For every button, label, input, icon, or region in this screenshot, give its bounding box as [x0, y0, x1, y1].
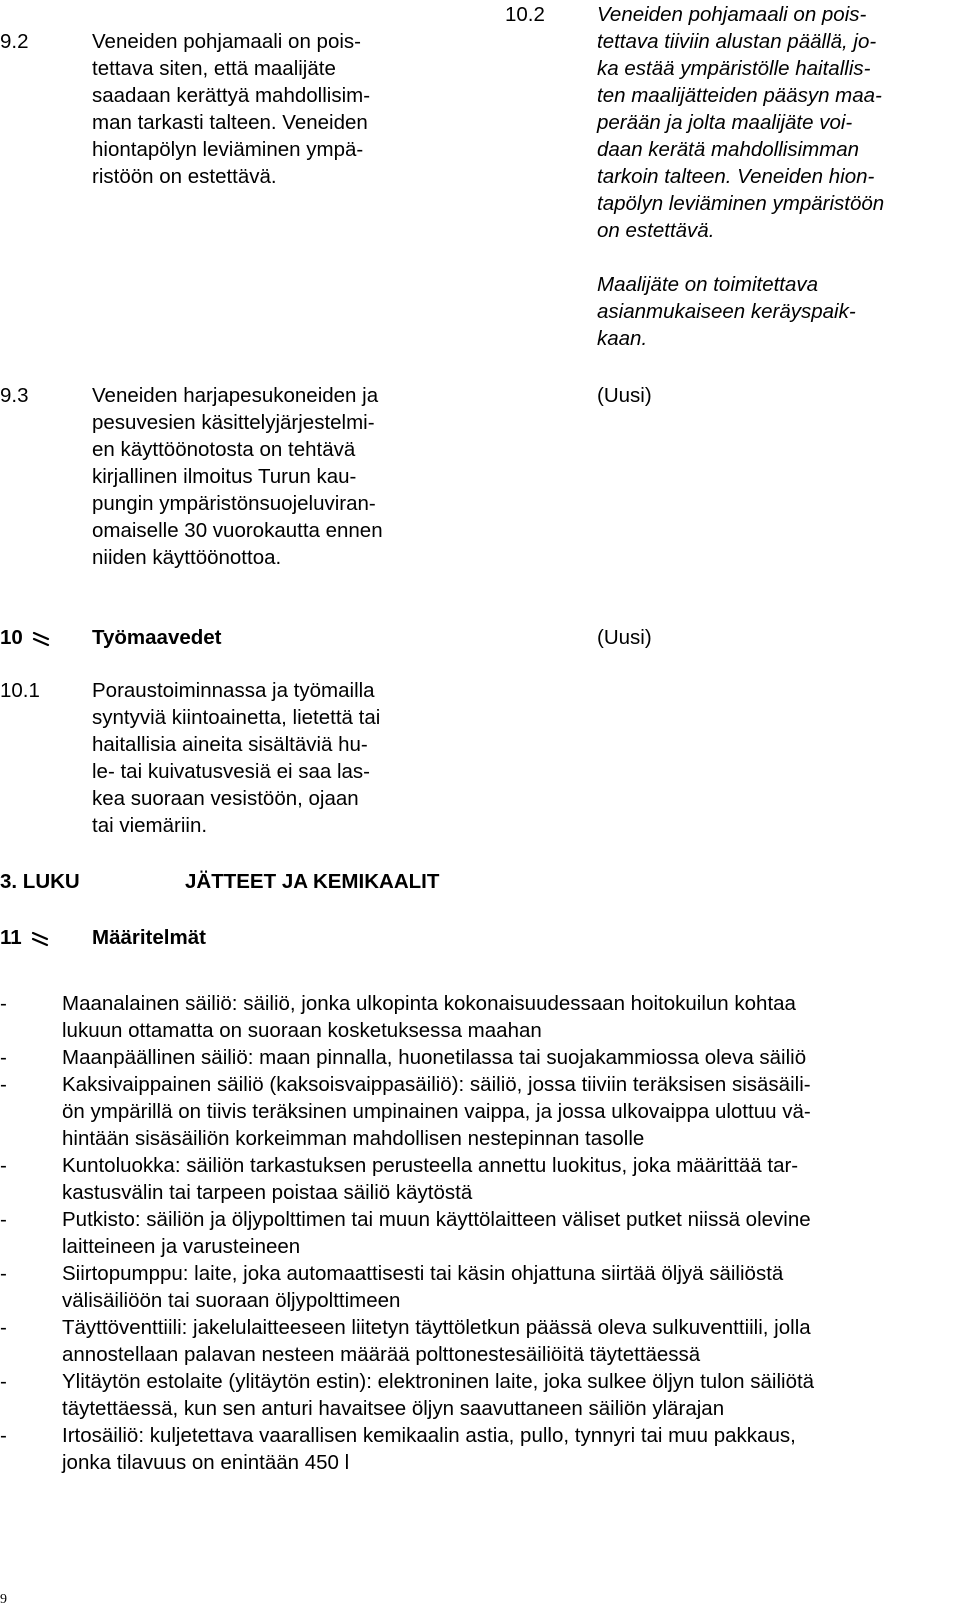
list-dash: -: [0, 1262, 7, 1285]
list-item-line: Putkisto: säiliön ja öljypolttimen tai muun käyttölaitteen väliset putket niissä olevine: [62, 1208, 811, 1231]
list-item-line: Kuntoluokka: säiliön tarkastuksen perusteella annettu luokitus, joka määrittää tar-: [62, 1154, 799, 1177]
section-10-2-number: 10.2: [505, 3, 545, 26]
list-item-line: lukuun ottamatta on suoraan kosketuksessa maahan: [62, 1019, 542, 1042]
text-line: niiden käyttöönottoa.: [92, 546, 282, 569]
text-line: Poraustoiminnassa ja työmailla: [92, 679, 375, 702]
text-line: ka estää ympäristölle haitallis-: [597, 57, 871, 80]
text-line: pesuvesien käsittelyjärjestelmi-: [92, 411, 375, 434]
list-item: [0, 1368, 940, 1422]
chapter-number: 3. LUKU: [0, 870, 80, 893]
section-10-2-extra-text: [597, 271, 942, 352]
text-line: le- tai kuivatusvesiä ei saa las-: [92, 760, 371, 783]
list-item-line: Täyttöventtiili: jakelulaitteeseen liitetyn täyttöletkun päässä oleva sulkuventtiili, jolla: [62, 1316, 811, 1339]
list-item: [0, 1260, 940, 1314]
page-number: 9: [0, 1592, 7, 1607]
text-line: kaan.: [597, 327, 648, 350]
section-9-3-text: [92, 382, 452, 571]
text-line: syntyviä kiintoainetta, lietettä tai: [92, 706, 381, 729]
text-line: Maalijäte on toimitettava: [597, 273, 819, 296]
chapter-title: JÄTTEET JA KEMIKAALIT: [185, 870, 440, 893]
list-item-line: annostellaan palavan nesteen määrää polttonestesäiliöitä täytettäessä: [62, 1343, 701, 1366]
list-dash: -: [0, 1073, 7, 1096]
text-line: daan kerätä mahdollisimman: [597, 138, 860, 161]
list-item-line: Maanalainen säiliö: säiliö, jonka ulkopinta kokonaisuudessaan hoitokuilun kohtaa: [62, 992, 796, 1015]
section-10-2-text: [597, 1, 942, 244]
list-dash: -: [0, 992, 7, 1015]
list-item-line: Maanpäällinen säiliö: maan pinnalla, huonetilassa tai suojakammiossa oleva säiliö: [62, 1046, 807, 1069]
section-11-number: 11: [0, 926, 22, 949]
text-line: Veneiden harjapesukoneiden ja: [92, 384, 379, 407]
list-item-line: täytettäessä, kun sen anturi havaitsee öljyn saavuttaneen säiliön ylärajan: [62, 1397, 725, 1420]
list-dash: -: [0, 1316, 7, 1339]
text-line: Veneiden pohjamaali on pois-: [597, 3, 867, 26]
text-line: Veneiden pohjamaali on pois-: [92, 30, 361, 53]
list-item-line: hintään sisäsäiliön korkeimman mahdollisen nestepinnan tasolle: [62, 1127, 645, 1150]
section-9-2-text: [92, 28, 452, 190]
text-line: omaiselle 30 vuorokautta ennen: [92, 519, 383, 542]
list-item-line: laitteineen ja varusteineen: [62, 1235, 301, 1258]
text-line: tettava tiiviin alustan päällä, jo-: [597, 30, 877, 53]
text-line: saadaan kerättyä mahdollisim-: [92, 84, 371, 107]
list-item: [0, 1044, 940, 1071]
list-dash: -: [0, 1208, 7, 1231]
list-item-line: Irtosäiliö: kuljetettava vaarallisen kemikaalin astia, pullo, tynnyri tai muu pakkaus,: [62, 1424, 796, 1447]
text-line: perään ja jolta maalijäte voi-: [597, 111, 853, 134]
section-sign-icon: [30, 927, 50, 949]
list-item-line: Siirtopumppu: laite, joka automaattisesti tai käsin ohjattuna siirtää öljyä säiliöstä: [62, 1262, 784, 1285]
list-item: [0, 1071, 940, 1152]
list-item: [0, 1152, 940, 1206]
section-sign-icon: [31, 627, 51, 649]
list-item: [0, 990, 940, 1044]
section-10-heading: [0, 624, 51, 651]
section-10-number: 10: [0, 626, 23, 649]
section-9-3-note: (Uusi): [597, 384, 652, 407]
text-line: kirjallinen ilmoitus Turun kau-: [92, 465, 357, 488]
list-item-line: Kaksivaippainen säiliö (kaksoisvaippasäiliö): säiliö, jossa tiiviin teräksisen sisäsäili-: [62, 1073, 811, 1096]
text-line: tapölyn leviäminen ympäristöön: [597, 192, 885, 215]
text-line: on estettävä.: [597, 219, 715, 242]
text-line: asianmukaiseen keräyspaik-: [597, 300, 856, 323]
list-item: [0, 1314, 940, 1368]
section-10-title: Työmaavedet: [92, 626, 222, 649]
list-dash: -: [0, 1370, 7, 1393]
text-line: en käyttöönotosta on tehtävä: [92, 438, 356, 461]
text-line: tarkoin talteen. Veneiden hion-: [597, 165, 875, 188]
text-line: tai viemäriin.: [92, 814, 208, 837]
section-10-note: (Uusi): [597, 626, 652, 649]
text-line: ten maalijätteiden pääsyn maa-: [597, 84, 882, 107]
text-line: haitallisia aineita sisältäviä hu-: [92, 733, 368, 756]
section-11-title: Määritelmät: [92, 926, 206, 949]
list-item-line: ön ympärillä on tiivis teräksinen umpinainen vaippa, ja jossa ulkovaippa ulottuu vä-: [62, 1100, 811, 1123]
list-dash: -: [0, 1046, 7, 1069]
list-item-line: jonka tilavuus on enintään 450 l: [62, 1451, 350, 1474]
section-9-2-number: 9.2: [0, 30, 29, 53]
list-dash: -: [0, 1154, 7, 1177]
text-line: tettava siten, että maalijäte: [92, 57, 336, 80]
text-line: ristöön on estettävä.: [92, 165, 277, 188]
section-9-3-number: 9.3: [0, 384, 29, 407]
list-item: [0, 1422, 940, 1476]
text-line: hiontapölyn leviäminen ympä-: [92, 138, 364, 161]
text-line: man tarkasti talteen. Veneiden: [92, 111, 368, 134]
list-item-line: välisäiliöön tai suoraan öljypolttimeen: [62, 1289, 401, 1312]
text-line: pungin ympäristönsuojeluviran-: [92, 492, 376, 515]
list-item: [0, 1206, 940, 1260]
definitions-list: [0, 990, 940, 1476]
list-item-line: Ylitäytön estolaite (ylitäytön estin): elektroninen laite, joka sulkee öljyn tulon säiliötä: [62, 1370, 815, 1393]
list-item-line: kastusvälin tai tarpeen poistaa säiliö käytöstä: [62, 1181, 473, 1204]
section-10-1-number: 10.1: [0, 679, 40, 702]
text-line: kea suoraan vesistöön, ojaan: [92, 787, 359, 810]
list-dash: -: [0, 1424, 7, 1447]
section-10-1-text: [92, 677, 452, 839]
section-11-heading: [0, 924, 50, 951]
